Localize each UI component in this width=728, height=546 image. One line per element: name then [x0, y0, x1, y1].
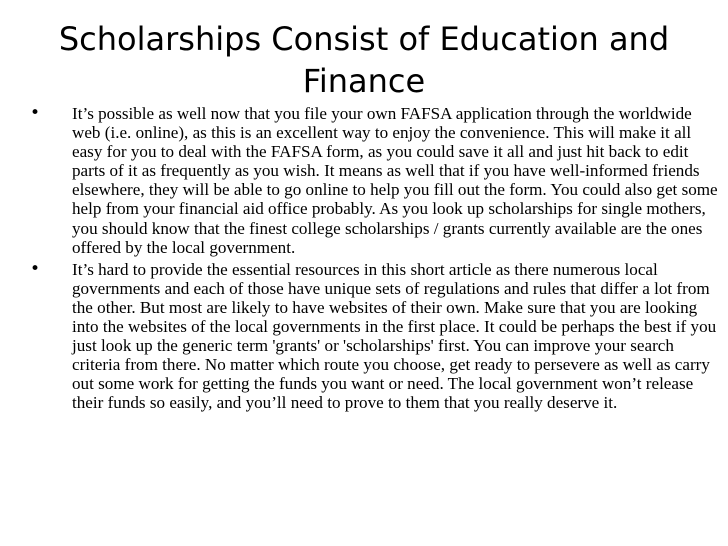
bullet-list [30, 104, 720, 416]
slide-title: Scholarships Consist of Education and Finance [58, 20, 670, 100]
bullet-text: It’s possible as well now that you file your own FAFSA application through the worldwide web (i.e. online), as this is an excellent way to enjoy the convenience. This will make it all easy for you to deal with the FAFSA form, as you could save it all and just hit back to edit parts of it as frequently as you wish. It means as well that if you have well-informed friends elsewhere, they will be able to go online to help you fill out the form. You could also get some help from your financial aid office probably. As you look up scholarships for single mothers, you should know that the finest college scholarships / grants currently available are the ones offered by the local government. [72, 104, 718, 257]
bullet-text: It’s hard to provide the essential resources in this short article as there numerous local governments and each of those have unique sets of regulations and rules that differ a lot from the other. But most are likely to have websites of their own. Make sure that you are looking into the websites of the local governments in the first place. It could be perhaps the best if you just look up the generic term 'grants' or 'scholarships' first. You can improve your search criteria from there. No matter which route you choose, get ready to persevere as well as carry out some work for getting the funds you want or need. The local government won’t release their funds so easily, and you’ll need to prove to them that you really deserve it. [72, 259, 717, 413]
bullet-item [30, 260, 720, 413]
bullet-item [30, 104, 720, 257]
bullet-marker-icon: • [30, 103, 41, 123]
bullet-marker-icon: • [30, 258, 41, 279]
